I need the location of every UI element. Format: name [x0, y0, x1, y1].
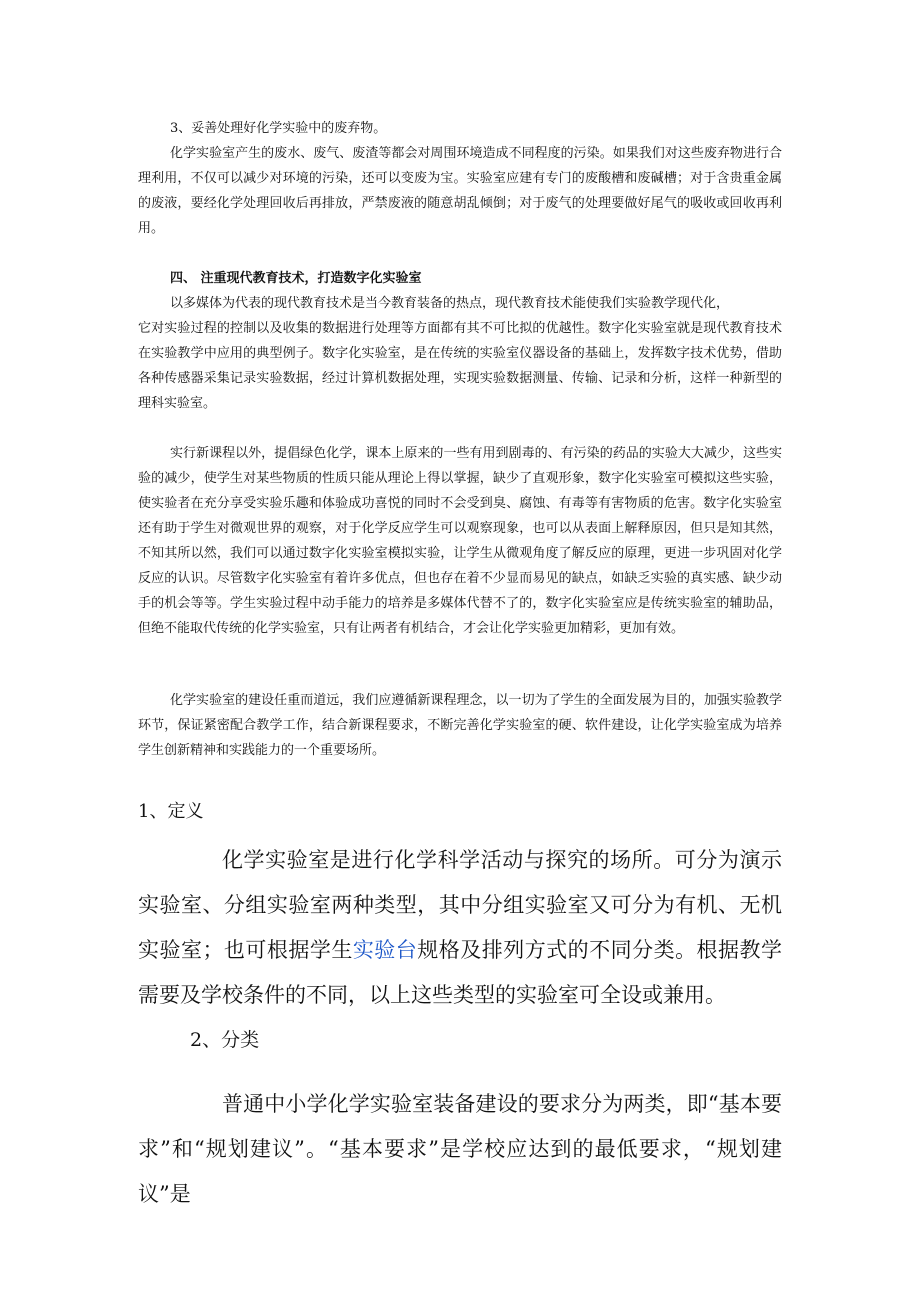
section-4-heading: 四、 注重现代教育技术，打造数字化实验室 [170, 271, 422, 286]
section-4-paragraph-2: 实行新课程以外，提倡绿色化学，课本上原来的一些有用到剧毒的、有污染的药品的实验大大减少，这些实验的减少，使学生对某些物质的性质只能从理论上得以掌握，缺少了直观形象，数字化实验室可模拟这些实验，使实验者在充分享受实验乐趣和体验成功喜悦的同时不会受到臭、腐蚀、有毒等有害物质的危害。数字化实验室还有助于学生对微观世界的观察，对于化学反应学生可以观察现象，也可以从表面上解释原因，但只是知其然，不知其所以然，我们可以通过数字化实验室模拟实验，让学生从微观角度了解反应的原理，更进一步巩固对化学反应的认识。尽管数字化实验室有着许多优点，但也存在着不少显而易见的缺点，如缺乏实验的真实感、缺少动手的机会等等。学生实验过程中动手能力的培养是多媒体代替不了的，数字化实验室应是传统实验室的辅助品，但绝不能取代传统的化学实验室，只有让两者有机结合，才会让化学实验更加精彩，更加有效。 [138, 446, 782, 636]
classification-heading: 2、分类 [190, 1029, 260, 1051]
section-4-paragraph-1-first-line: 以多媒体为代表的现代教育技术是当今教育装备的热点，现代教育技术能使我们实验教学现代化， [170, 296, 730, 311]
definition-body [138, 838, 782, 1018]
section-4-paragraph-3: 化学实验室的建设任重而道远，我们应遵循新课程理念，以一切为了学生的全面发展为目的，加强实验教学环节，保证紧密配合教学工作，结合新课程要求，不断完善化学实验室的硬、软件建设，让化学实验室成为培养学生创新精神和实践能力的一个重要场所。 [138, 693, 782, 758]
definition-text-start: 化学实验室是进行化学科学活动与探究的场所。可分为演示实验室、分组实验室两种类型，其中分组实验室又可分为有机、无机实验室；也可根据学生 [138, 848, 782, 962]
definition-heading: 1、定义 [138, 801, 204, 822]
section-4-paragraph-1: 它对实验过程的控制以及收集的数据进行处理等方面都有其不可比拟的优越性。数字化实验室就是现代教育技术在实验教学中应用的典型例子。数字化实验室，是在传统的实验室仪器设备的基础上，发挥数字技术优势，借助各种传感器采集记录实验数据，经过计算机数据处理，实现实验数据测量、传输、记录和分析，这样一种新型的理科实验室。 [138, 321, 782, 411]
lab-bench-link[interactable]: 实验台 [352, 938, 418, 962]
classification-body: 普通中小学化学实验室装备建设的要求分为两类，即“基本要求”和“规划建议”。“基本要求”是学校应达到的最低要求，“规划建议”是 [138, 1092, 782, 1206]
section-3-heading: 3、妥善处理好化学实验中的废弃物。 [170, 121, 387, 136]
section-3-body: 化学实验室产生的废水、废气、废渣等都会对周围环境造成不同程度的污染。如果我们对这些废弃物进行合理利用，不仅可以减少对环境的污染，还可以变废为宝。实验室应建有专门的废酸槽和废碱槽；对于含贵重金属的废液，要经化学处理回收后再排放，严禁废液的随意胡乱倾倒；对于废气的处理要做好尾气的吸收或回收再利用。 [138, 146, 782, 236]
definition-text-end: 规格及排列方式的不同分类。根据教学需要及学校条件的不同，以上这些类型的实验室可全设或兼用。 [138, 938, 783, 1007]
